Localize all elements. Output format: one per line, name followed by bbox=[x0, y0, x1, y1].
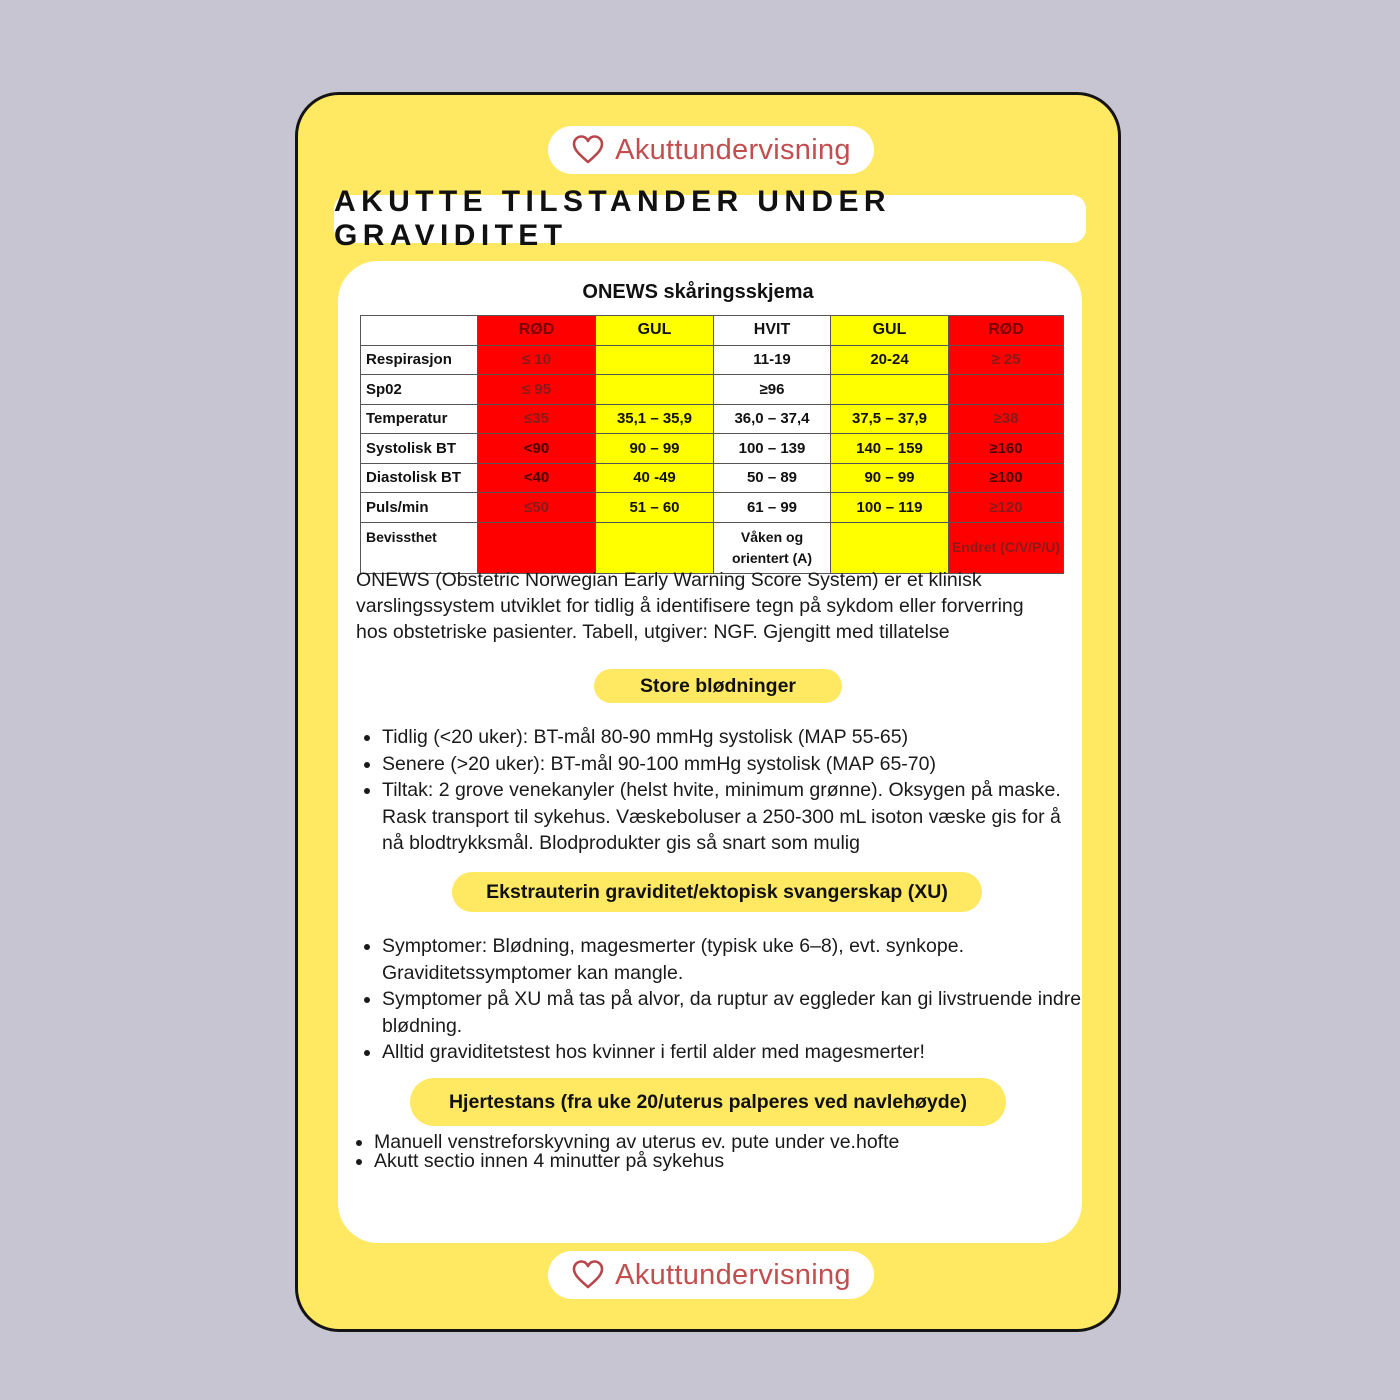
header-yellow-low: GUL bbox=[596, 316, 714, 346]
section-heading-bleeding: Store blødninger bbox=[594, 669, 842, 703]
list-item: • Manuell venstreforskyvning av uterus ev. pute under ve.hofte bbox=[374, 1133, 1076, 1152]
table-cell bbox=[949, 375, 1064, 405]
content-panel bbox=[338, 261, 1082, 1243]
table-cell bbox=[831, 522, 949, 573]
table-cell bbox=[831, 375, 949, 405]
table-cell bbox=[596, 345, 714, 375]
header-red-low: RØD bbox=[478, 316, 596, 346]
table-cell: ≥120 bbox=[949, 493, 1064, 523]
bleeding-list bbox=[356, 724, 1084, 857]
table-cell: ≥100 bbox=[949, 463, 1064, 493]
header-yellow-high: GUL bbox=[831, 316, 949, 346]
list-item: • Symptomer på XU må tas på alvor, da ruptur av eggleder kan gi livstruende indre blødning. bbox=[382, 986, 1084, 1039]
table-cell: 140 – 159 bbox=[831, 434, 949, 464]
heart-outline-icon bbox=[571, 133, 605, 167]
table-cell: Våken og orientert (A) bbox=[714, 522, 831, 573]
table-cell: 61 – 99 bbox=[714, 493, 831, 523]
table-cell: <40 bbox=[478, 463, 596, 493]
brand-name: Akuttundervisning bbox=[615, 133, 851, 166]
header-white: HVIT bbox=[714, 316, 831, 346]
cardiac-arrest-list bbox=[348, 1133, 1076, 1171]
table-cell: ≥96 bbox=[714, 375, 831, 405]
table-cell: ≤ 95 bbox=[478, 375, 596, 405]
table-row bbox=[361, 522, 1064, 573]
table-row bbox=[361, 463, 1064, 493]
row-label: Sp02 bbox=[361, 375, 478, 405]
table-cell: ≥160 bbox=[949, 434, 1064, 464]
table-cell: ≤50 bbox=[478, 493, 596, 523]
onews-table-title: ONEWS skåringsskjema bbox=[582, 281, 814, 303]
table-cell: ≥38 bbox=[949, 404, 1064, 434]
table-corner-cell bbox=[361, 316, 478, 346]
list-item: • Tidlig (<20 uker): BT-mål 80-90 mmHg systolisk (MAP 55-65) bbox=[382, 724, 1084, 751]
page-title: AKUTTE TILSTANDER UNDER GRAVIDITET bbox=[334, 185, 891, 252]
table-row bbox=[361, 375, 1064, 405]
table-cell: 36,0 – 37,4 bbox=[714, 404, 831, 434]
table-cell: 100 – 139 bbox=[714, 434, 831, 464]
row-label: Bevissthet bbox=[361, 522, 478, 573]
row-label: Puls/min bbox=[361, 493, 478, 523]
table-cell: <90 bbox=[478, 434, 596, 464]
table-row bbox=[361, 434, 1064, 464]
table-cell: 35,1 – 35,9 bbox=[596, 404, 714, 434]
onews-table bbox=[360, 315, 1064, 574]
table-cell: 50 – 89 bbox=[714, 463, 831, 493]
table-cell: 40 -49 bbox=[596, 463, 714, 493]
table-cell: 11-19 bbox=[714, 345, 831, 375]
table-cell: 90 – 99 bbox=[596, 434, 714, 464]
table-row bbox=[361, 404, 1064, 434]
brand-name: Akuttundervisning bbox=[615, 1258, 851, 1291]
table-cell: 100 – 119 bbox=[831, 493, 949, 523]
table-cell: ≤ 10 bbox=[478, 345, 596, 375]
info-card bbox=[295, 92, 1121, 1332]
table-header-row bbox=[361, 316, 1064, 346]
table-cell: 51 – 60 bbox=[596, 493, 714, 523]
list-item: • Symptomer: Blødning, magesmerter (typisk uke 6–8), evt. synkope. Graviditetssymptomer kan mangle. bbox=[382, 933, 1084, 986]
table-row bbox=[361, 493, 1064, 523]
table-cell: 90 – 99 bbox=[831, 463, 949, 493]
table-cell: ≥ 25 bbox=[949, 345, 1064, 375]
section-heading-ectopic: Ekstrauterin graviditet/ektopisk svangerskap (XU) bbox=[452, 872, 982, 912]
brand-badge-bottom bbox=[548, 1251, 874, 1299]
list-item: • Tiltak: 2 grove venekanyler (helst hvite, minimum grønne). Oksygen på maske. Rask transport til sykehus. Væskeboluser a 250-300 mL isoton væske gis for å nå blodtrykksmål. Blodprodukter gis så snart som mulig bbox=[382, 777, 1084, 857]
table-cell bbox=[596, 375, 714, 405]
ectopic-list bbox=[356, 933, 1084, 1066]
row-label: Systolisk BT bbox=[361, 434, 478, 464]
table-cell bbox=[478, 522, 596, 573]
list-item: • Senere (>20 uker): BT-mål 90-100 mmHg systolisk (MAP 65-70) bbox=[382, 751, 1084, 778]
heart-outline-icon bbox=[571, 1258, 605, 1292]
page-title-box bbox=[334, 185, 1086, 252]
brand-badge-top bbox=[548, 126, 874, 174]
list-item: • Akutt sectio innen 4 minutter på sykehus bbox=[374, 1152, 1076, 1171]
table-cell: 37,5 – 37,9 bbox=[831, 404, 949, 434]
list-item: • Alltid graviditetstest hos kvinner i fertil alder med magesmerter! bbox=[382, 1039, 1084, 1066]
row-label: Diastolisk BT bbox=[361, 463, 478, 493]
section-heading-cardiac-arrest: Hjertestans (fra uke 20/uterus palperes ved navlehøyde) bbox=[410, 1078, 1006, 1126]
table-row bbox=[361, 345, 1064, 375]
header-red-high: RØD bbox=[949, 316, 1064, 346]
table-cell: ≤35 bbox=[478, 404, 596, 434]
table-cell: 20-24 bbox=[831, 345, 949, 375]
row-label: Temperatur bbox=[361, 404, 478, 434]
onews-description: ONEWS (Obstetric Norwegian Early Warning Score System) er et klinisk varslingssystem utviklet for tidlig å identifisere tegn på sykdom eller forverring hos obstetriske pasienter. Tabell, utgiver: NGF. Gjengitt med tillatelse bbox=[356, 569, 1024, 643]
table-cell bbox=[596, 522, 714, 573]
table-cell: Endret (C/V/P/U) bbox=[949, 522, 1064, 573]
row-label: Respirasjon bbox=[361, 345, 478, 375]
